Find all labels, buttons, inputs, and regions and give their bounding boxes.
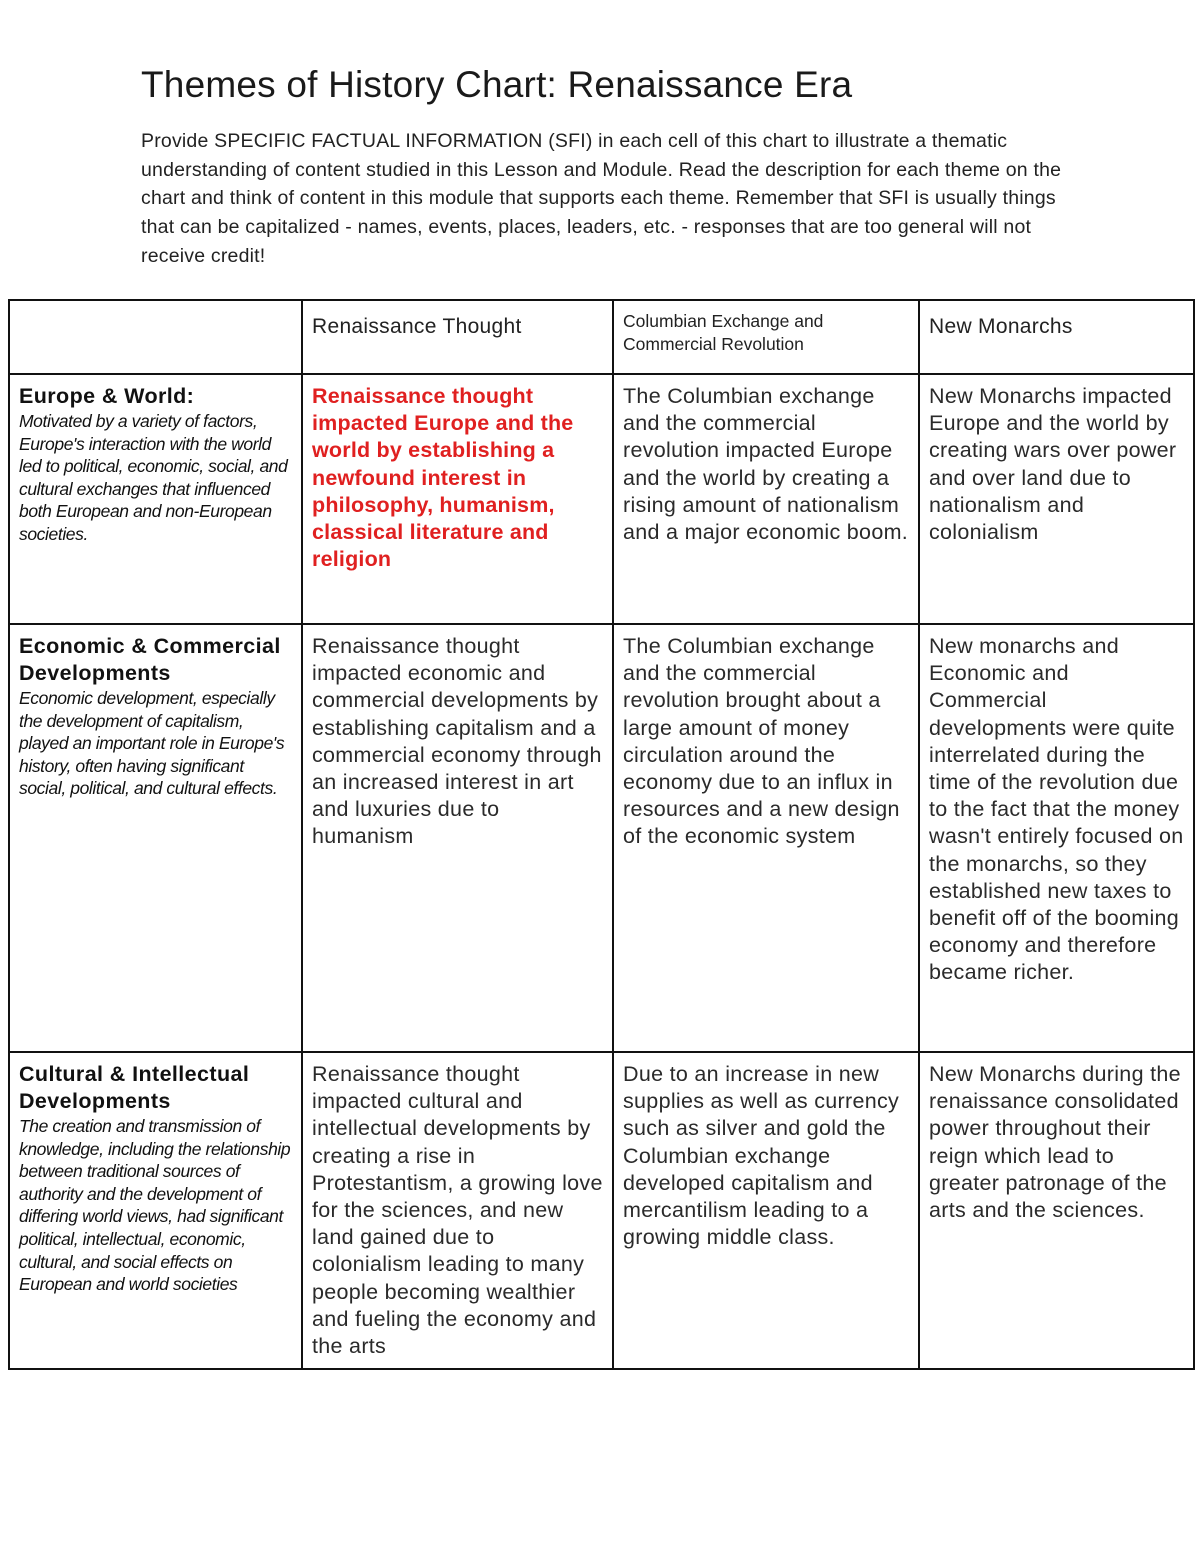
answer-cell — [613, 624, 919, 1052]
column-heading: New Monarchs — [929, 315, 1073, 338]
answer-cell — [302, 1052, 613, 1369]
theme-cell — [9, 1052, 302, 1369]
answer-text: New monarchs and Economic and Commercial developments were quite interrelated during the time of the revolution due to the fact that the money wasn't entirely focused on the monarchs, so they established new taxes to benefit off of the booming economy and therefore became richer. — [929, 634, 1184, 985]
theme-cell — [9, 374, 302, 624]
answer-cell — [613, 1052, 919, 1369]
theme-name: Economic & Commercial Developments — [19, 634, 281, 685]
answer-cell — [613, 374, 919, 624]
answer-cell — [919, 374, 1194, 624]
header-cell-new-monarchs — [919, 300, 1194, 374]
page-title: Themes of History Chart: Renaissance Era — [141, 64, 853, 105]
theme-description: The creation and transmission of knowledge, including the relationship between traditional sources of authority and the development of differing world views, had significant political, intellectual, economic, cultural, and social effects on European and world societies — [19, 1116, 291, 1295]
answer-text: The Columbian exchange and the commercial revolution brought about a large amount of money circulation around the economy due to an influx in resources and a new design of the economic system — [623, 634, 900, 849]
themes-chart-table — [8, 299, 1195, 1370]
answer-cell — [302, 624, 613, 1052]
theme-description: Motivated by a variety of factors, Europe's interaction with the world led to political, economic, social, and cultural exchanges that influenced both European and non-European societies. — [19, 411, 288, 544]
answer-cell — [919, 624, 1194, 1052]
header-cell-renaissance-thought — [302, 300, 613, 374]
column-heading: Renaissance Thought — [312, 315, 522, 338]
answer-text-highlighted: Renaissance thought impacted Europe and the world by establishing a newfound interest in philosophy, humanism, classical literature and religion — [312, 384, 574, 572]
answer-cell — [919, 1052, 1194, 1369]
table-header-row — [9, 300, 1194, 374]
answer-text: Renaissance thought impacted cultural and intellectual developments by creating a rise in Protestantism, a growing love for the sciences, and new land gained due to colonialism leading to many people becoming wealthier and fueling the economy and the arts — [312, 1062, 603, 1359]
theme-cell — [9, 624, 302, 1052]
answer-text: The Columbian exchange and the commercial revolution impacted Europe and the world by creating a rising amount of nationalism and a major economic boom. — [623, 384, 909, 545]
column-heading: Columbian Exchange and Commercial Revolution — [623, 311, 824, 354]
table-row-europe-world — [9, 374, 1194, 624]
theme-name: Cultural & Intellectual Developments — [19, 1062, 250, 1113]
answer-text: New Monarchs during the renaissance consolidated power throughout their reign which lead to greater patronage of the arts and the sciences. — [929, 1062, 1181, 1223]
answer-cell — [302, 374, 613, 624]
answer-text: Due to an increase in new supplies as well as currency such as silver and gold the Columbian exchange developed capitalism and mercantilism leading to a growing middle class. — [623, 1062, 900, 1250]
header-cell-columbian-exchange — [613, 300, 919, 374]
table-row-cultural-intellectual — [9, 1052, 1194, 1369]
theme-description: Economic development, especially the development of capitalism, played an important role in Europe's history, often having significant social, political, and cultural effects. — [19, 688, 285, 799]
theme-name: Europe & World: — [19, 384, 195, 408]
answer-text: Renaissance thought impacted economic and commercial developments by establishing capitalism and a commercial economy through an increased interest in art and luxuries due to humanism — [312, 634, 602, 849]
table-row-economic-commercial — [9, 624, 1194, 1052]
instructions-paragraph: Provide SPECIFIC FACTUAL INFORMATION (SFI) in each cell of this chart to illustrate a thematic understanding of content studied in this Lesson and Module. Read the description for each theme on the chart and think of content in this module that supports each theme. Remember that SFI is usually things that can be capitalized - names, events, places, leaders, etc. - responses that are too general will not receive credit! — [141, 130, 1062, 267]
answer-text: New Monarchs impacted Europe and the world by creating wars over power and over land due to nationalism and colonialism — [929, 384, 1177, 545]
header-cell-empty — [9, 300, 302, 374]
